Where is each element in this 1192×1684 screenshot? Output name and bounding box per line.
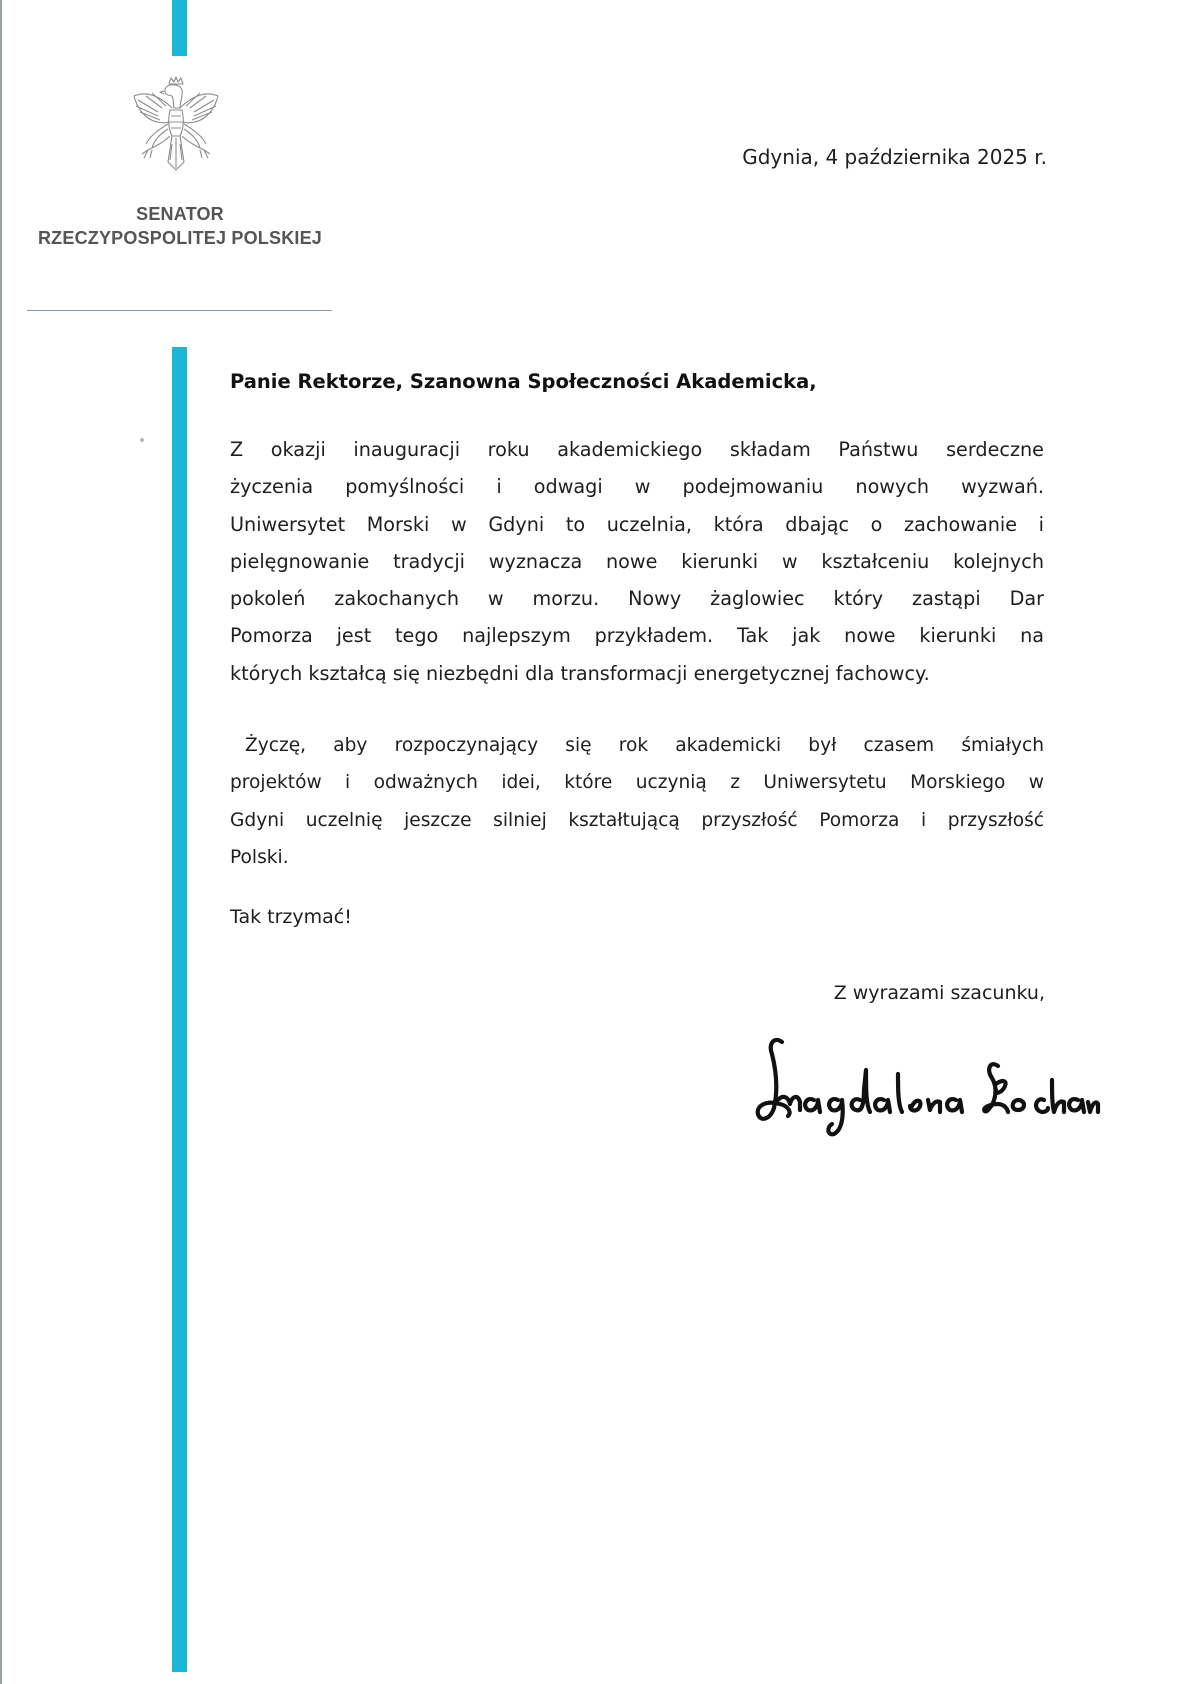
paragraph-line: Polski.	[230, 846, 289, 868]
paragraph-line: Życzę, aby rozpoczynający się rok akademicki był czasem śmiałych	[245, 735, 1044, 756]
paragraph-line: życzenia pomyślności i odwagi w podejmowaniu nowych wyzwań.	[230, 475, 1044, 499]
scan-speck	[140, 438, 144, 442]
accent-bar-vertical	[172, 347, 187, 1672]
paragraph-line: Pomorza jest tego najlepszym przykładem. Tak jak nowe kierunki na	[230, 624, 1044, 648]
accent-bar-top	[172, 0, 187, 56]
letter-date: Gdynia, 4 października 2025 r.	[742, 145, 1047, 169]
paragraph-line: których kształcą się niezbędni dla transformacji energetycznej fachowcy.	[230, 661, 930, 685]
paragraph-line: Uniwersytet Morski w Gdyni to uczelnia, która dbając o zachowanie i	[230, 512, 1044, 536]
closing-cheer: Tak trzymać!	[230, 906, 352, 928]
letterhead-title-line1: SENATOR	[136, 204, 224, 224]
paragraph-line: Z okazji inauguracji roku akademickiego składam Państwu serdeczne	[230, 438, 1044, 461]
closing-regards: Z wyrazami szacunku,	[833, 982, 1045, 1004]
page-edge-border	[0, 0, 2, 1684]
paragraph-line: Gdyni uczelnię jeszcze silniej kształtującą przyszłość Pomorza i przyszłość	[230, 809, 1044, 831]
eagle-emblem-icon	[128, 74, 224, 174]
letterhead-divider	[27, 310, 332, 311]
paragraph-line: projektów i odważnych idei, które uczynią z Uniwersytetu Morskiego w	[230, 772, 1044, 794]
salutation: Panie Rektorze, Szanowna Społeczności Akademicka,	[230, 370, 817, 393]
handwritten-signature	[752, 1030, 1102, 1140]
paragraph-line: pielęgnowanie tradycji wyznacza nowe kierunki w kształceniu kolejnych	[230, 549, 1044, 573]
paragraph-line: pokoleń zakochanych w morzu. Nowy żaglowiec który zastąpi Dar	[230, 587, 1044, 611]
letterhead-title-line2: RZECZYPOSPOLITEJ POLSKIEJ	[37, 228, 323, 248]
paragraph-1	[230, 431, 1044, 692]
paragraph-2	[230, 727, 1044, 876]
